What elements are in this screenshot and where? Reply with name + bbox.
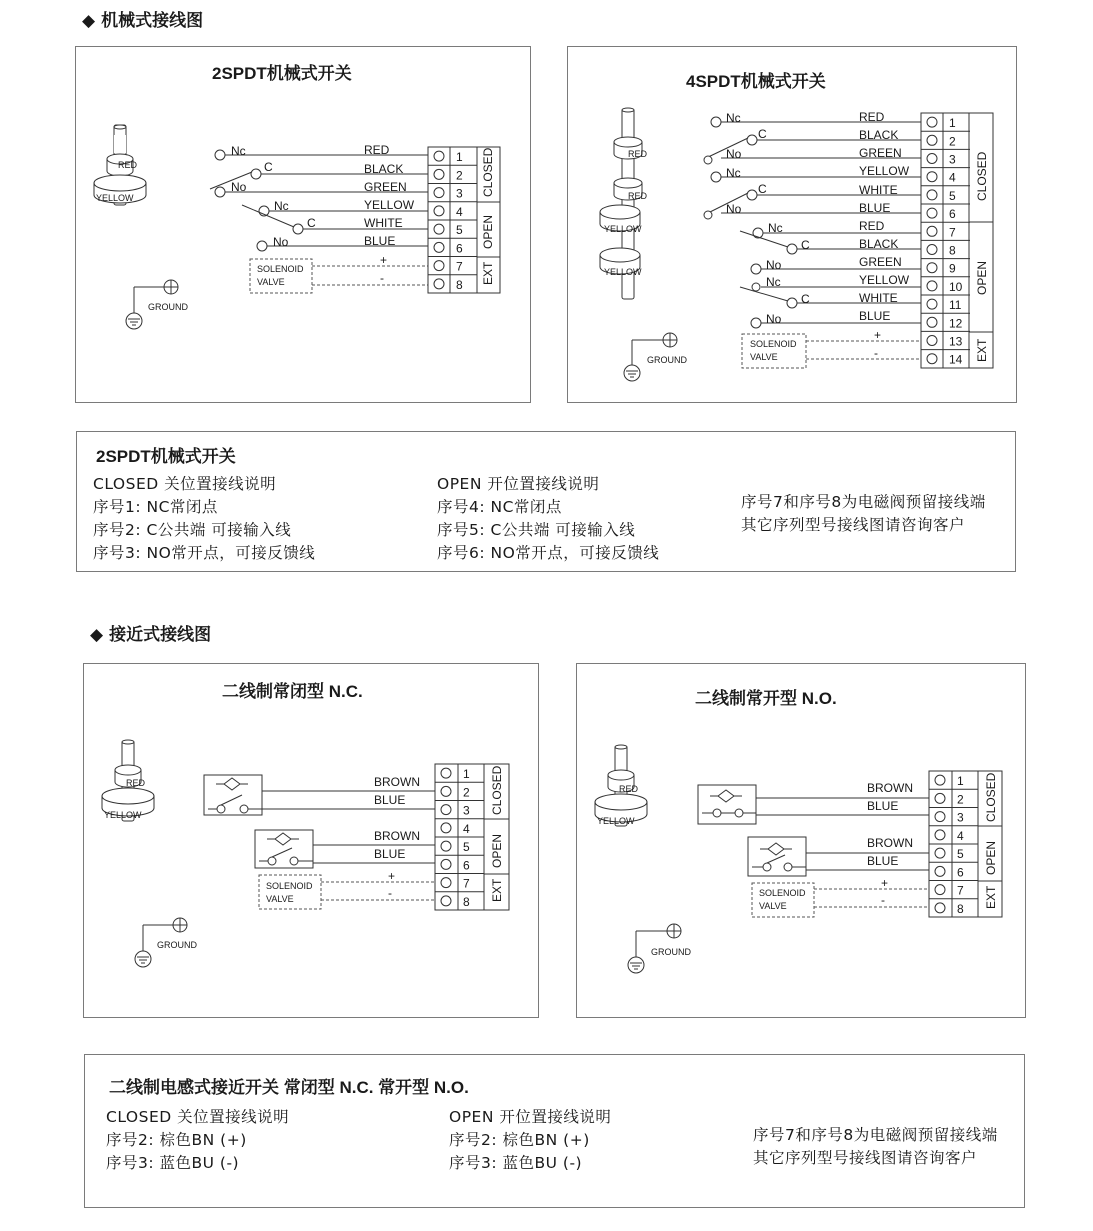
info-title: 2SPDT机械式开关 — [96, 447, 236, 466]
solenoid-label: SOLENOID — [759, 888, 806, 898]
panel-4spdt-diagram — [567, 46, 1017, 403]
info-box-mechanical — [76, 431, 1016, 572]
wire-label-black: BLACK — [859, 128, 899, 142]
terminal-number: 14 — [949, 352, 963, 367]
terminal-screw-icon — [927, 317, 937, 327]
wire-label-white: WHITE — [859, 291, 898, 305]
terminal-number: 13 — [949, 334, 963, 349]
group-label-ext: EXT — [975, 338, 989, 362]
proximity-sensor-icon — [204, 775, 262, 815]
terminal-7 — [921, 222, 970, 239]
section-title-text: 机械式接线图 — [101, 11, 204, 31]
valve-label: VALVE — [759, 901, 787, 911]
cam-label-red: RED — [619, 784, 639, 794]
terminal-9 — [921, 259, 970, 276]
terminal-number: 1 — [463, 767, 470, 782]
terminal-2 — [929, 789, 978, 806]
plus-sign: + — [881, 876, 889, 890]
group-label-closed: CLOSED — [984, 772, 998, 822]
wire-label-green: GREEN — [859, 146, 902, 160]
open-heading: OPEN 开位置接线说明 — [449, 1108, 612, 1126]
wire-label-blue: BLUE — [859, 309, 891, 323]
terminal-screw-icon — [434, 188, 444, 198]
wire-label-blue: BLUE — [867, 854, 899, 868]
terminal-8 — [428, 275, 477, 292]
label-nc: Nc — [768, 221, 783, 235]
terminal-6 — [428, 238, 477, 255]
terminal-12 — [921, 313, 970, 330]
section-title-proximity — [90, 620, 211, 645]
terminal-screw-icon — [935, 848, 945, 858]
terminal-4 — [428, 202, 477, 219]
terminal-number: 8 — [456, 277, 463, 292]
terminal-7 — [428, 257, 477, 274]
group-label-closed: CLOSED — [481, 147, 495, 197]
info-title: 二线制电感式接近开关 常闭型 N.C. 常开型 N.O. — [109, 1078, 469, 1097]
label-no: No — [766, 312, 782, 326]
group-label-open: OPEN — [975, 260, 989, 295]
proximity-sensor-icon — [255, 830, 313, 868]
terminal-screw-icon — [927, 135, 937, 145]
plus-sign: + — [388, 869, 396, 883]
section-title-text: 接近式接线图 — [109, 625, 212, 645]
group-label-open: OPEN — [490, 833, 504, 868]
terminal-number: 8 — [463, 894, 470, 909]
terminal-number: 2 — [456, 168, 463, 183]
group-label-ext: EXT — [481, 261, 495, 285]
wire-label-white: WHITE — [364, 216, 403, 230]
label-c: C — [801, 238, 810, 252]
open-line: 序号4: NC常闭点 — [437, 498, 562, 516]
terminal-screw-icon — [434, 261, 444, 271]
terminal-number: 3 — [957, 810, 964, 825]
wire-label-blue: BLUE — [867, 799, 899, 813]
closed-line: 序号2: 棕色BN (+) — [106, 1131, 247, 1149]
wire-label-black: BLACK — [364, 162, 404, 176]
terminal-number: 7 — [949, 225, 956, 240]
cam-label-red: RED — [628, 191, 648, 201]
wire-label-brown: BROWN — [374, 775, 420, 789]
closed-line: 序号2: C公共端 可接输入线 — [93, 521, 292, 539]
group-label-open: OPEN — [481, 214, 495, 249]
group-label-open: OPEN — [984, 840, 998, 875]
terminal-3 — [921, 149, 970, 166]
cam-label-yellow: YELLOW — [96, 193, 134, 203]
ground-label: GROUND — [647, 355, 687, 365]
terminal-number: 7 — [456, 259, 463, 274]
closed-line: 序号3: NO常开点，可接反馈线 — [93, 544, 316, 562]
valve-label: VALVE — [257, 277, 285, 287]
terminal-screw-icon — [935, 903, 945, 913]
terminal-number: 6 — [456, 241, 463, 256]
terminal-screw-icon — [927, 263, 937, 273]
panel-2spdt-diagram — [75, 46, 531, 403]
cam-label-yellow: YELLOW — [604, 267, 642, 277]
closed-heading: CLOSED 关位置接线说明 — [106, 1108, 290, 1126]
terminal-number: 12 — [949, 316, 963, 331]
terminal-number: 5 — [463, 840, 470, 855]
terminal-number: 3 — [949, 152, 956, 167]
terminal-rows — [921, 116, 970, 367]
cam-label-red: RED — [126, 778, 146, 788]
wire-label-green: GREEN — [859, 255, 902, 269]
wire-label-blue: BLUE — [364, 234, 396, 248]
terminal-screw-icon — [441, 786, 451, 796]
terminal-screw-icon — [441, 896, 451, 906]
wire-label-brown: BROWN — [867, 781, 913, 795]
label-c: C — [801, 292, 810, 306]
terminal-screw-icon — [441, 823, 451, 833]
terminal-6 — [929, 862, 978, 879]
note-line: 序号7和序号8为电磁阀预留接线端 — [741, 493, 986, 511]
terminal-8 — [929, 899, 978, 916]
terminal-number: 7 — [463, 876, 470, 891]
wire-label-yellow: YELLOW — [859, 164, 910, 178]
terminal-2 — [921, 131, 970, 148]
terminal-screw-icon — [927, 245, 937, 255]
diamond-bullet-icon: ◆ — [90, 625, 104, 645]
terminal-screw-icon — [935, 812, 945, 822]
terminal-screw-icon — [441, 841, 451, 851]
terminal-screw-icon — [441, 878, 451, 888]
terminal-screw-icon — [927, 208, 937, 218]
proximity-sensor-icon — [748, 837, 806, 876]
wire-label-blue: BLUE — [859, 201, 891, 215]
cam-label-red: RED — [118, 160, 138, 170]
label-c: C — [264, 160, 273, 174]
label-nc: Nc — [231, 144, 246, 158]
closed-line: 序号1: NC常闭点 — [93, 498, 218, 516]
label-no: No — [273, 235, 289, 249]
label-no: No — [766, 258, 782, 272]
label-no: No — [231, 180, 247, 194]
terminal-rows — [435, 767, 484, 909]
terminal-5 — [428, 220, 477, 237]
label-nc: Nc — [726, 111, 741, 125]
terminal-screw-icon — [434, 242, 444, 252]
label-nc: Nc — [766, 275, 781, 289]
terminal-screw-icon — [927, 299, 937, 309]
terminal-screw-icon — [927, 226, 937, 236]
open-line: 序号2: 棕色BN (+) — [449, 1131, 590, 1149]
terminal-13 — [921, 331, 970, 348]
label-c: C — [307, 216, 316, 230]
wire-label-green: GREEN — [364, 180, 407, 194]
valve-label: VALVE — [266, 894, 294, 904]
terminal-number: 8 — [957, 901, 964, 916]
terminal-number: 9 — [949, 261, 956, 276]
terminal-screw-icon — [927, 172, 937, 182]
terminal-number: 3 — [463, 803, 470, 818]
minus-sign: - — [388, 886, 392, 900]
wire-label-yellow: YELLOW — [364, 198, 415, 212]
diamond-bullet-icon: ◆ — [82, 11, 96, 31]
terminal-rows — [929, 774, 978, 916]
group-label-closed: CLOSED — [490, 765, 504, 815]
panel-title: 2SPDT机械式开关 — [212, 64, 352, 83]
wire-label-black: BLACK — [859, 237, 899, 251]
wiring-nc — [84, 664, 538, 1017]
closed-line: 序号3: 蓝色BU (-) — [106, 1154, 240, 1172]
terminal-11 — [921, 295, 970, 312]
terminal-6 — [435, 855, 484, 872]
plus-sign: + — [874, 328, 882, 342]
open-line: 序号5: C公共端 可接输入线 — [437, 521, 636, 539]
terminal-screw-icon — [927, 281, 937, 291]
wire-label-blue: BLUE — [374, 847, 406, 861]
terminal-number: 7 — [957, 883, 964, 898]
wire-label-red: RED — [859, 219, 885, 233]
minus-sign: - — [881, 893, 885, 907]
terminal-screw-icon — [927, 154, 937, 164]
open-heading: OPEN 开位置接线说明 — [437, 475, 600, 493]
terminal-number: 4 — [463, 821, 470, 836]
terminal-screw-icon — [434, 151, 444, 161]
terminal-8 — [435, 892, 484, 909]
cam-label-yellow: YELLOW — [597, 816, 635, 826]
terminal-8 — [921, 240, 970, 257]
terminal-5 — [921, 186, 970, 203]
terminal-10 — [921, 277, 970, 294]
terminal-screw-icon — [935, 830, 945, 840]
terminal-screw-icon — [935, 885, 945, 895]
terminal-screw-icon — [441, 805, 451, 815]
terminal-7 — [929, 881, 978, 898]
ground-label: GROUND — [651, 947, 691, 957]
panel-title: 4SPDT机械式开关 — [686, 72, 826, 91]
terminal-number: 1 — [456, 150, 463, 165]
cam-label-red: RED — [628, 149, 648, 159]
panel-nc-diagram — [83, 663, 539, 1018]
open-line: 序号6: NO常开点，可接反馈线 — [437, 544, 660, 562]
label-c: C — [758, 182, 767, 196]
terminal-number: 4 — [949, 170, 956, 185]
terminal-screw-icon — [927, 336, 937, 346]
terminal-7 — [435, 874, 484, 891]
terminal-number: 1 — [949, 116, 956, 131]
terminal-4 — [929, 826, 978, 843]
wiring-no — [577, 664, 1025, 1017]
terminal-number: 4 — [957, 828, 964, 843]
label-c: C — [758, 127, 767, 141]
terminal-3 — [428, 184, 477, 201]
solenoid-label: SOLENOID — [750, 339, 797, 349]
open-line: 序号3: 蓝色BU (-) — [449, 1154, 583, 1172]
terminal-number: 6 — [949, 207, 956, 222]
info-box-proximity — [84, 1054, 1025, 1208]
panel-no-diagram — [576, 663, 1026, 1018]
wire-label-brown: BROWN — [374, 829, 420, 843]
wire-label-red: RED — [859, 110, 885, 124]
wire-label-yellow: YELLOW — [859, 273, 910, 287]
wire-label-red: RED — [364, 143, 390, 157]
terminal-screw-icon — [441, 768, 451, 778]
label-nc: Nc — [726, 166, 741, 180]
ground-label: GROUND — [157, 940, 197, 950]
panel-title: 二线制常开型 N.O. — [695, 689, 837, 708]
terminal-screw-icon — [434, 224, 444, 234]
cam-label-yellow: YELLOW — [604, 224, 642, 234]
cam-label-yellow: YELLOW — [104, 810, 142, 820]
plus-sign: + — [380, 253, 388, 267]
wiring-2spdt — [76, 47, 530, 402]
terminal-rows — [428, 150, 477, 292]
terminal-number: 8 — [949, 243, 956, 258]
terminal-number: 4 — [456, 204, 463, 219]
terminal-1 — [441, 767, 470, 781]
closed-heading: CLOSED 关位置接线说明 — [93, 475, 277, 493]
wire-label-brown: BROWN — [867, 836, 913, 850]
terminal-5 — [929, 844, 978, 861]
terminal-number: 5 — [456, 223, 463, 238]
terminal-3 — [435, 801, 484, 818]
terminal-4 — [921, 168, 970, 185]
terminal-number: 11 — [949, 298, 962, 313]
panel-title: 二线制常闭型 N.C. — [222, 682, 363, 701]
proximity-sensor-icon — [698, 785, 756, 824]
note-line: 其它序列型号接线图请咨询客户 — [741, 516, 966, 534]
terminal-screw-icon — [434, 206, 444, 216]
terminal-number: 3 — [456, 186, 463, 201]
terminal-1 — [927, 116, 956, 130]
terminal-2 — [435, 782, 484, 799]
label-no: No — [726, 202, 742, 216]
terminal-1 — [434, 150, 463, 164]
wire-label-blue: BLUE — [374, 793, 406, 807]
note-line: 其它序列型号接线图请咨询客户 — [753, 1149, 978, 1167]
terminal-screw-icon — [927, 117, 937, 127]
terminal-number: 2 — [949, 134, 956, 149]
terminal-14 — [921, 350, 970, 367]
terminal-3 — [929, 808, 978, 825]
minus-sign: - — [874, 346, 878, 360]
terminal-screw-icon — [935, 866, 945, 876]
group-label-closed: CLOSED — [975, 151, 989, 201]
label-no: No — [726, 147, 742, 161]
wiring-4spdt — [568, 47, 1016, 402]
section-title-mechanical — [82, 6, 203, 31]
terminal-number: 10 — [949, 279, 963, 294]
terminal-number: 6 — [463, 858, 470, 873]
terminal-number: 5 — [957, 847, 964, 862]
terminal-6 — [921, 204, 970, 221]
group-label-ext: EXT — [984, 885, 998, 909]
terminal-screw-icon — [935, 775, 945, 785]
terminal-screw-icon — [434, 279, 444, 289]
terminal-number: 2 — [957, 792, 964, 807]
terminal-number: 6 — [957, 865, 964, 880]
minus-sign: - — [380, 271, 384, 285]
terminal-5 — [435, 837, 484, 854]
terminal-screw-icon — [927, 190, 937, 200]
solenoid-label: SOLENOID — [257, 264, 304, 274]
terminal-2 — [428, 165, 477, 182]
terminal-1 — [935, 774, 964, 788]
note-line: 序号7和序号8为电磁阀预留接线端 — [753, 1126, 998, 1144]
terminal-screw-icon — [441, 859, 451, 869]
solenoid-label: SOLENOID — [266, 881, 313, 891]
valve-label: VALVE — [750, 352, 778, 362]
group-label-ext: EXT — [490, 878, 504, 902]
terminal-4 — [435, 819, 484, 836]
terminal-screw-icon — [434, 169, 444, 179]
ground-label: GROUND — [148, 302, 188, 312]
terminal-screw-icon — [927, 354, 937, 364]
terminal-number: 2 — [463, 785, 470, 800]
terminal-screw-icon — [935, 793, 945, 803]
wire-label-white: WHITE — [859, 183, 898, 197]
terminal-number: 5 — [949, 188, 956, 203]
label-nc: Nc — [274, 199, 289, 213]
terminal-number: 1 — [957, 774, 964, 789]
